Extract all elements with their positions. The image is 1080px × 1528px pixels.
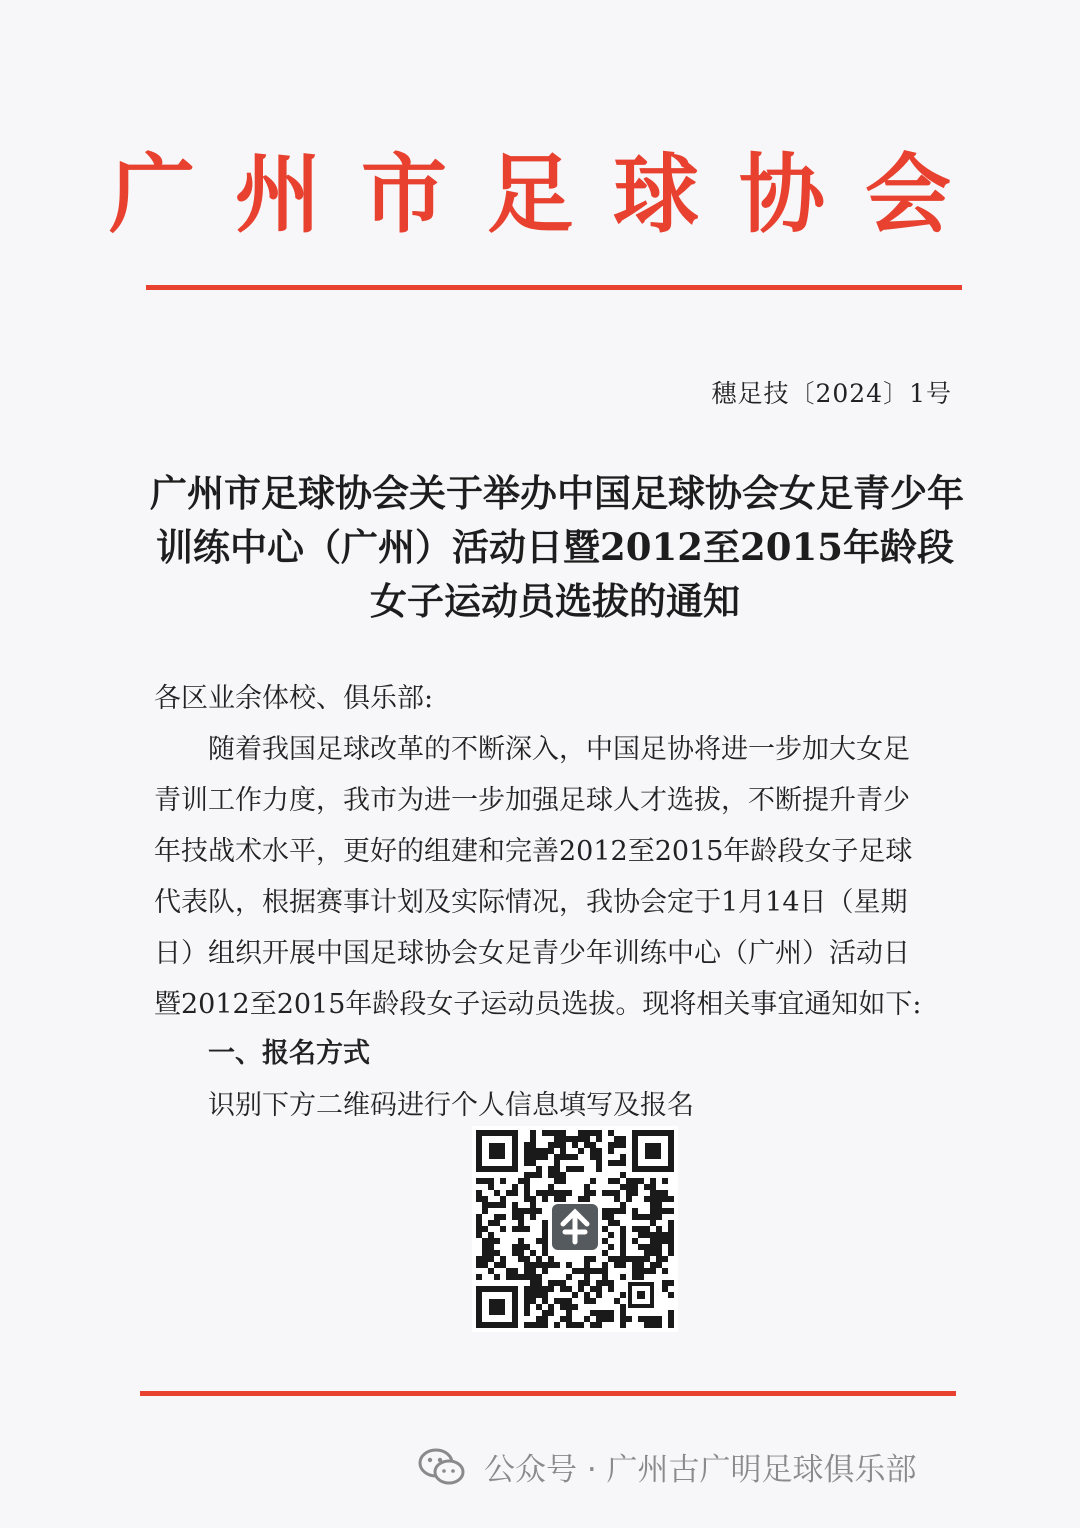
paragraph-line: 暨2012至2015年龄段女子运动员选拔。现将相关事宜通知如下: xyxy=(154,989,922,1020)
bottom-red-rule xyxy=(140,1391,956,1396)
watermark-text: 公众号 · 广州古广明足球俱乐部 xyxy=(484,1452,917,1488)
registration-instruction: 识别下方二维码进行个人信息填写及报名 xyxy=(208,1090,694,1121)
paragraph-line: 代表队，根据赛事计划及实际情况，我协会定于1月14日（星期 xyxy=(154,887,908,918)
section-heading-registration: 一、报名方式 xyxy=(208,1038,370,1069)
notice-title-line-1: 广州市足球协会关于举办中国足球协会女足青少年 xyxy=(150,471,964,515)
notice-title-line-2: 训练中心（广州）活动日暨2012至2015年龄段 xyxy=(156,525,954,569)
wechat-icon xyxy=(418,1447,466,1487)
salutation: 各区业余体校、俱乐部: xyxy=(154,683,434,714)
qr-code-graphic xyxy=(472,1126,678,1332)
paragraph-line: 青训工作力度，我市为进一步加强足球人才选拔，不断提升青少 xyxy=(154,785,910,816)
top-red-rule xyxy=(146,285,962,290)
paragraph-line: 日）组织开展中国足球协会女足青少年训练中心（广州）活动日 xyxy=(154,938,910,969)
document-number: 穗足技〔2024〕1号 xyxy=(711,379,952,408)
notice-title-line-3: 女子运动员选拔的通知 xyxy=(370,579,740,623)
footer-watermark xyxy=(418,1444,917,1489)
body-paragraph xyxy=(154,724,954,1030)
paragraph-line: 随着我国足球改革的不断深入，中国足协将进一步加大女足 xyxy=(154,734,910,765)
org-title: 广州市足球协会 xyxy=(109,144,991,245)
paragraph-line: 年技战术水平，更好的组建和完善2012至2015年龄段女子足球 xyxy=(154,836,913,867)
registration-qr-code[interactable] xyxy=(472,1126,678,1332)
notice-title xyxy=(150,466,964,628)
